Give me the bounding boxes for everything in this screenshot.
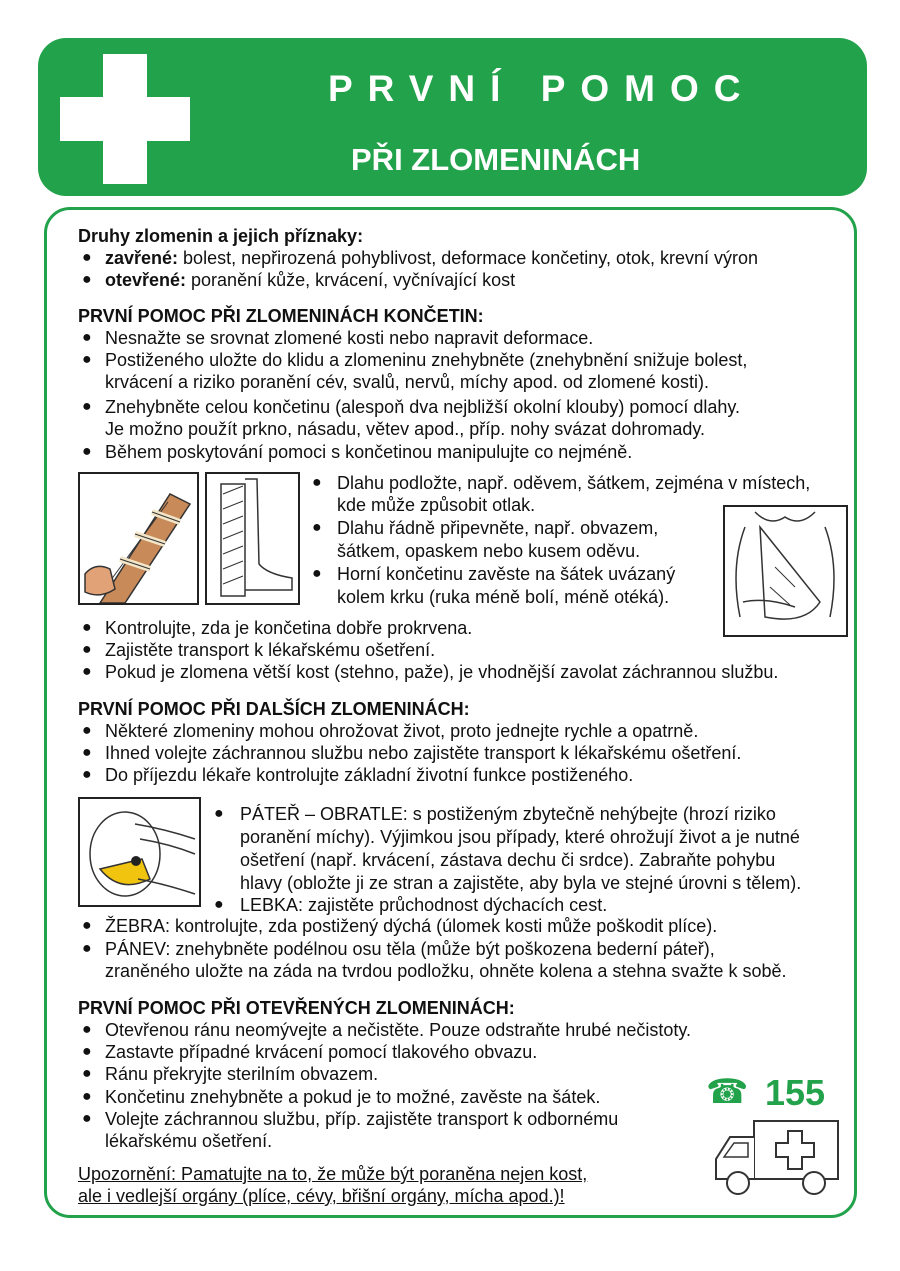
open-item-1: Otevřenou ránu neomývejte a nečistěte. Pouze odstraňte hrubé nečistoty. (105, 1020, 692, 1040)
arm-sling-illustration (723, 505, 848, 637)
other-item-3: Do příjezdu lékaře kontrolujte základní životní funkce postiženého. (105, 765, 634, 785)
bullet: ● (82, 940, 92, 957)
page-title: PRVNÍ POMOC (328, 68, 756, 109)
limbs-item-6: Zajistěte transport k lékařskému ošetření. (105, 640, 436, 660)
bullet: ● (82, 917, 92, 934)
limbs-item-2a: Postiženého uložte do klidu a zlomeninu znehybněte (znehybnění snižuje bolest, (105, 350, 748, 370)
bullet: ● (82, 443, 92, 460)
splint-item-1a: Dlahu podložte, např. oděvem, šátkem, zejména v místech, (337, 473, 811, 493)
bullet: ● (312, 474, 322, 491)
bullet: ● (312, 565, 322, 582)
open-item-4: Končetinu znehybněte a pokud je to možné, zavěste na šátek. (105, 1087, 601, 1107)
head-stabilization-illustration (78, 797, 201, 907)
bullet: ● (82, 619, 92, 636)
bullet: ● (82, 744, 92, 761)
other-item-2: Ihned volejte záchrannou službu nebo zajistěte transport k lékařskému ošetření. (105, 743, 742, 763)
bullet: ● (82, 1021, 92, 1038)
splint-item-3a: Horní končetinu zavěste na šátek uvázaný (337, 564, 676, 584)
bullet: ● (312, 519, 322, 536)
bullet: ● (82, 766, 92, 783)
limbs-item-1: Nesnažte se srovnat zlomené kosti nebo napravit deformace. (105, 328, 594, 348)
ribs-item: ŽEBRA: kontrolujte, zda postižený dýchá (úlomek kosti může poškodit plíce). (105, 916, 718, 936)
limbs-item-3b: Je možno použít prkno, násadu, větev apod., příp. nohy svázat dohromady. (105, 419, 706, 439)
pelvis-item-a: PÁNEV: znehybněte podélnou osu těla (může být poškozena bederní páteř), (105, 939, 715, 959)
splint-item-2a: Dlahu řádně připevněte, např. obvazem, (337, 518, 659, 538)
splint-item-2b: šátkem, opaskem nebo kusem oděvu. (337, 541, 641, 561)
other-heading: PRVNÍ POMOC PŘI DALŠÍCH ZLOMENINÁCH: (78, 699, 470, 719)
open-item-2: Zastavte případné krvácení pomocí tlakového obvazu. (105, 1042, 538, 1062)
bullet: ● (82, 722, 92, 739)
spine-item-a: PÁTEŘ – OBRATLE: s postiženým zbytečně nehýbejte (hrozí riziko (240, 804, 776, 824)
arm-splint-illustration (78, 472, 199, 605)
emergency-number: 155 (765, 1072, 826, 1113)
warning-line-1: Upozornění: Pamatujte na to, že může být poraněna nejen kost, (78, 1164, 588, 1184)
ambulance-icon (712, 1115, 842, 1200)
open-item-3: Ránu překryjte sterilním obvazem. (105, 1064, 379, 1084)
types-open: otevřené: poranění kůže, krvácení, vyčnívající kost (105, 270, 516, 290)
bullet: ● (82, 329, 92, 346)
bullet: ● (82, 1110, 92, 1127)
bullet: ● (82, 663, 92, 680)
pelvis-item-b: zraněného uložte na záda na tvrdou podložku, ohněte kolena a stehna svažte k sobě. (105, 961, 787, 981)
header-banner (38, 38, 867, 196)
open-item-5b: lékařskému ošetření. (105, 1131, 273, 1151)
splint-item-3b: kolem krku (ruka méně bolí, méně otéká). (337, 587, 670, 607)
bullet: ● (214, 896, 224, 913)
bullet: ● (82, 271, 92, 288)
bullet: ● (82, 249, 92, 266)
open-item-5a: Volejte záchrannou službu, příp. zajistěte transport k odbornému (105, 1109, 619, 1129)
limbs-item-3a: Znehybněte celou končetinu (alespoň dva nejbližší okolní klouby) pomocí dlahy. (105, 397, 741, 417)
limbs-item-5: Kontrolujte, zda je končetina dobře prokrvena. (105, 618, 473, 638)
spine-item-c: ošetření (např. krvácení, zástava dechu či srdce). Zabraňte pohybu (240, 850, 776, 870)
types-closed: zavřené: bolest, nepřirozená pohyblivost, deformace končetiny, otok, krevní výron (105, 248, 759, 268)
skull-item: LEBKA: zajistěte průchodnost dýchacích cest. (240, 895, 608, 915)
other-item-1: Některé zlomeniny mohou ohrožovat život, proto jednejte rychle a opatrně. (105, 721, 699, 741)
bullet: ● (82, 1043, 92, 1060)
limbs-heading: PRVNÍ POMOC PŘI ZLOMENINÁCH KONČETIN: (78, 306, 484, 326)
spine-item-b: poranění míchy). Výjimkou jsou případy, které ohrožují život a je nutné (240, 827, 800, 847)
bullet: ● (82, 398, 92, 415)
page-subtitle: PŘI ZLOMENINÁCH (351, 142, 641, 177)
types-heading: Druhy zlomenin a jejich příznaky: (78, 226, 364, 246)
bullet: ● (82, 1088, 92, 1105)
limbs-item-7: Pokud je zlomena větší kost (stehno, paže), je vhodnější zavolat záchrannou službu. (105, 662, 779, 682)
first-aid-cross-icon (60, 54, 190, 184)
bullet: ● (214, 805, 224, 822)
open-heading: PRVNÍ POMOC PŘI OTEVŘENÝCH ZLOMENINÁCH: (78, 998, 515, 1018)
limbs-item-4: Během poskytování pomoci s končetinou manipulujte co nejméně. (105, 442, 633, 462)
bullet: ● (82, 641, 92, 658)
phone-icon: ☎ (706, 1073, 749, 1111)
warning-line-2: ale i vedlejší orgány (plíce, cévy, břišní orgány, mícha apod.)! (78, 1186, 565, 1206)
spine-item-d: hlavy (obložte ji ze stran a zajistěte, aby byla ve stejné úrovni s tělem). (240, 873, 802, 893)
leg-splint-illustration (205, 472, 300, 605)
splint-item-1b: kde může způsobit otlak. (337, 495, 536, 515)
limbs-item-2b: krvácení a riziko poranění cév, svalů, nervů, míchy apod. od zlomené kosti). (105, 372, 709, 392)
bullet: ● (82, 351, 92, 368)
bullet: ● (82, 1065, 92, 1082)
